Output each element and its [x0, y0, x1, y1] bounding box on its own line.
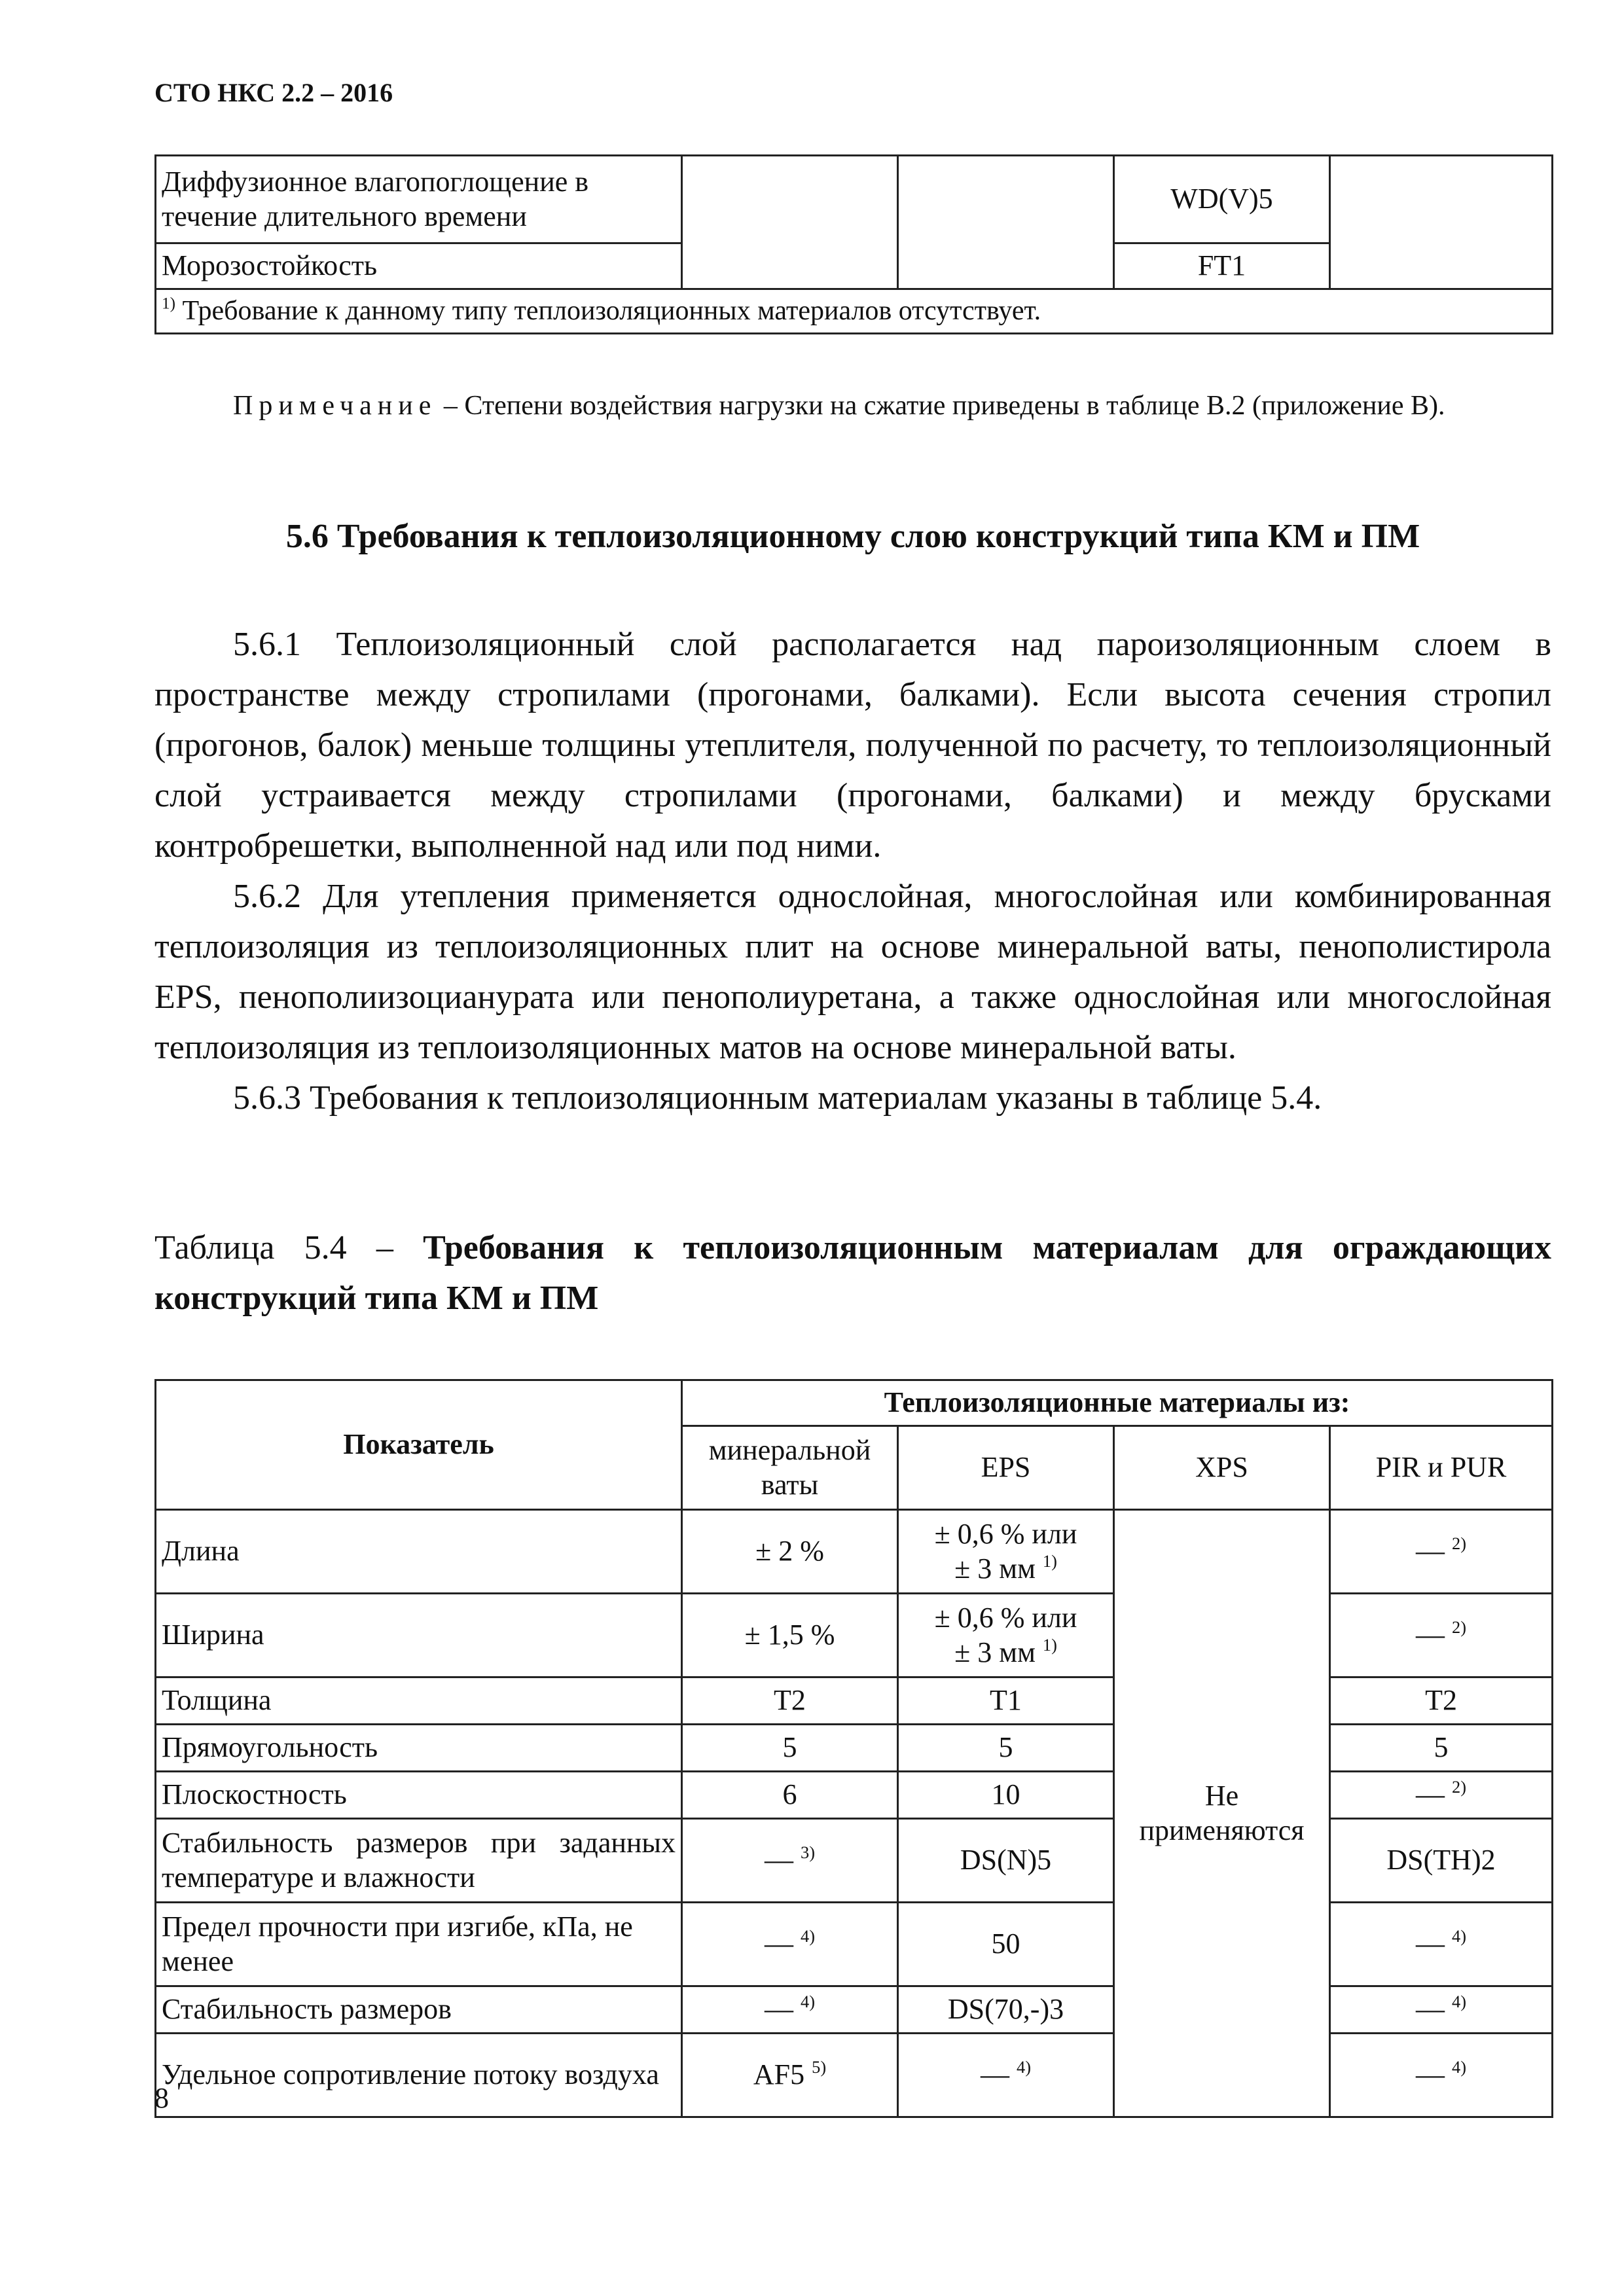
- row-name: Удельное сопротивление потоку воздуха: [156, 2034, 682, 2117]
- table-caption-title: Требования к теплоизоляционным материалам для ограждающих конструкций типа КМ и ПМ: [154, 1229, 1552, 1317]
- table-row: [156, 1772, 1553, 1819]
- table-row: [156, 156, 1553, 243]
- value-cell: ± 0,6 % или ± 3 мм $^{1)}$: [898, 1594, 1114, 1677]
- footnote-text: Требование к данному типу теплоизоляционных материалов отсутствует.: [182, 296, 1041, 327]
- paragraph: 5.6.2 Для утепления применяется однослойная, многослойная или комбинированная теплоизоляция из теплоизоляционных плит на основе минеральной ваты, пенополистирола EPS, пенополиизоцианурата или пенополиуретана, а также однослойная или многослойная теплоизоляция из теплоизоляционных матов на основе минеральной ваты.: [154, 878, 1551, 1066]
- row-name: Длина: [156, 1510, 682, 1594]
- value-cell: 5: [1330, 1725, 1553, 1772]
- value-cell: 6: [682, 1772, 898, 1819]
- header-indicator: Показатель: [156, 1380, 682, 1510]
- footnote-cell: [156, 289, 1553, 334]
- note: [154, 380, 1551, 433]
- row-name: Толщина: [156, 1677, 682, 1725]
- value-cell: — $^{4)}$: [682, 1903, 898, 1986]
- value-cell: 5: [682, 1725, 898, 1772]
- value-cell: ± 2 %: [682, 1510, 898, 1594]
- table-row: [156, 1594, 1553, 1677]
- table-row: [156, 1903, 1553, 1986]
- row-name: Предел прочности при изгибе, кПа, не менее: [156, 1903, 682, 1986]
- top-table-value: FT1: [1114, 243, 1330, 289]
- value-cell: — $^{4)}$: [1330, 1903, 1553, 1986]
- table-header-row: [156, 1380, 1553, 1426]
- value-cell: — $^{4)}$: [1330, 1986, 1553, 2034]
- paragraph: 5.6.3 Требования к теплоизоляционным материалам указаны в таблице 5.4.: [233, 1079, 1322, 1117]
- value-cell: 5: [898, 1725, 1114, 1772]
- row-name: Стабильность размеров: [156, 1986, 682, 2034]
- column-header: XPS: [1114, 1426, 1330, 1510]
- value-cell: AF5 $^{5)}$: [682, 2034, 898, 2117]
- header-group: Теплоизоляционные материалы из:: [682, 1380, 1553, 1426]
- value-cell: 10: [898, 1772, 1114, 1819]
- note-text: – Степени воздействия нагрузки на сжатие приведены в таблице В.2 (приложение В).: [443, 391, 1445, 421]
- xps-merged-cell: Не применяются: [1114, 1510, 1330, 2117]
- empty-cell: [1330, 156, 1553, 289]
- value-cell: — $^{4)}$: [1330, 2034, 1553, 2117]
- value-cell: — $^{2)}$: [1330, 1772, 1553, 1819]
- value-cell: ± 1,5 %: [682, 1594, 898, 1677]
- value-cell: T1: [898, 1677, 1114, 1725]
- table-caption: [154, 1223, 1551, 1323]
- table-row: [156, 1510, 1553, 1594]
- value-cell: — $^{2)}$: [1330, 1510, 1553, 1594]
- column-header: EPS: [898, 1426, 1114, 1510]
- table-row: [156, 1725, 1553, 1772]
- value-cell: DS(70,-)3: [898, 1986, 1114, 2034]
- table-row: [156, 289, 1553, 334]
- section-title: 5.6 Требования к теплоизоляционному слою конструкций типа КМ и ПМ: [285, 518, 1420, 555]
- table-row: [156, 1986, 1553, 2034]
- paragraph: 5.6.1 Теплоизоляционный слой располагается над пароизоляционным слоем в пространстве между стропилами (прогонами, балками). Если высота сечения стропил (прогонов, балок) меньше толщины утеплителя, полученной по расчету, то теплоизоляционный слой устраивается между стропилами (прогонами, балками) и между брусками контробрешетки, выполненной над или под ними.: [154, 626, 1551, 865]
- value-cell: — $^{2)}$: [1330, 1594, 1553, 1677]
- table-row: [156, 1677, 1553, 1725]
- top-table-value: WD(V)5: [1114, 156, 1330, 243]
- column-header: PIR и PUR: [1330, 1426, 1553, 1510]
- top-table: [154, 154, 1553, 334]
- row-name: Плоскостность: [156, 1772, 682, 1819]
- table-row: [156, 1819, 1553, 1903]
- table-row: [156, 2034, 1553, 2117]
- empty-cell: [898, 156, 1114, 289]
- requirements-table: [154, 1379, 1553, 2118]
- row-name: Ширина: [156, 1594, 682, 1677]
- value-cell: T2: [1330, 1677, 1553, 1725]
- value-cell: T2: [682, 1677, 898, 1725]
- value-cell: 50: [898, 1903, 1114, 1986]
- table-caption-prefix: Таблица 5.4 –: [154, 1229, 424, 1266]
- value-cell: DS(N)5: [898, 1819, 1114, 1903]
- page-number: 8: [154, 2082, 169, 2114]
- top-table-label: Морозостойкость: [156, 243, 682, 289]
- empty-cell: [682, 156, 898, 289]
- value-cell: — $^{3)}$: [682, 1819, 898, 1903]
- value-cell: — $^{4)}$: [682, 1986, 898, 2034]
- row-name: Стабильность размеров при заданных температуре и влажности: [156, 1819, 682, 1903]
- column-header: минеральной ваты: [682, 1426, 898, 1510]
- footnote-mark: 1): [162, 295, 175, 313]
- document-code-header: СТО НКС 2.2 – 2016: [154, 78, 393, 107]
- top-table-label: Диффузионное влагопоглощение в течение длительного времени: [156, 156, 682, 243]
- value-cell: ± 0,6 % или ± 3 мм $^{1)}$: [898, 1510, 1114, 1594]
- value-cell: — $^{4)}$: [898, 2034, 1114, 2117]
- value-cell: DS(TH)2: [1330, 1819, 1553, 1903]
- row-name: Прямоугольность: [156, 1725, 682, 1772]
- note-label: Примечание: [233, 391, 437, 421]
- body-text: [154, 619, 1551, 1123]
